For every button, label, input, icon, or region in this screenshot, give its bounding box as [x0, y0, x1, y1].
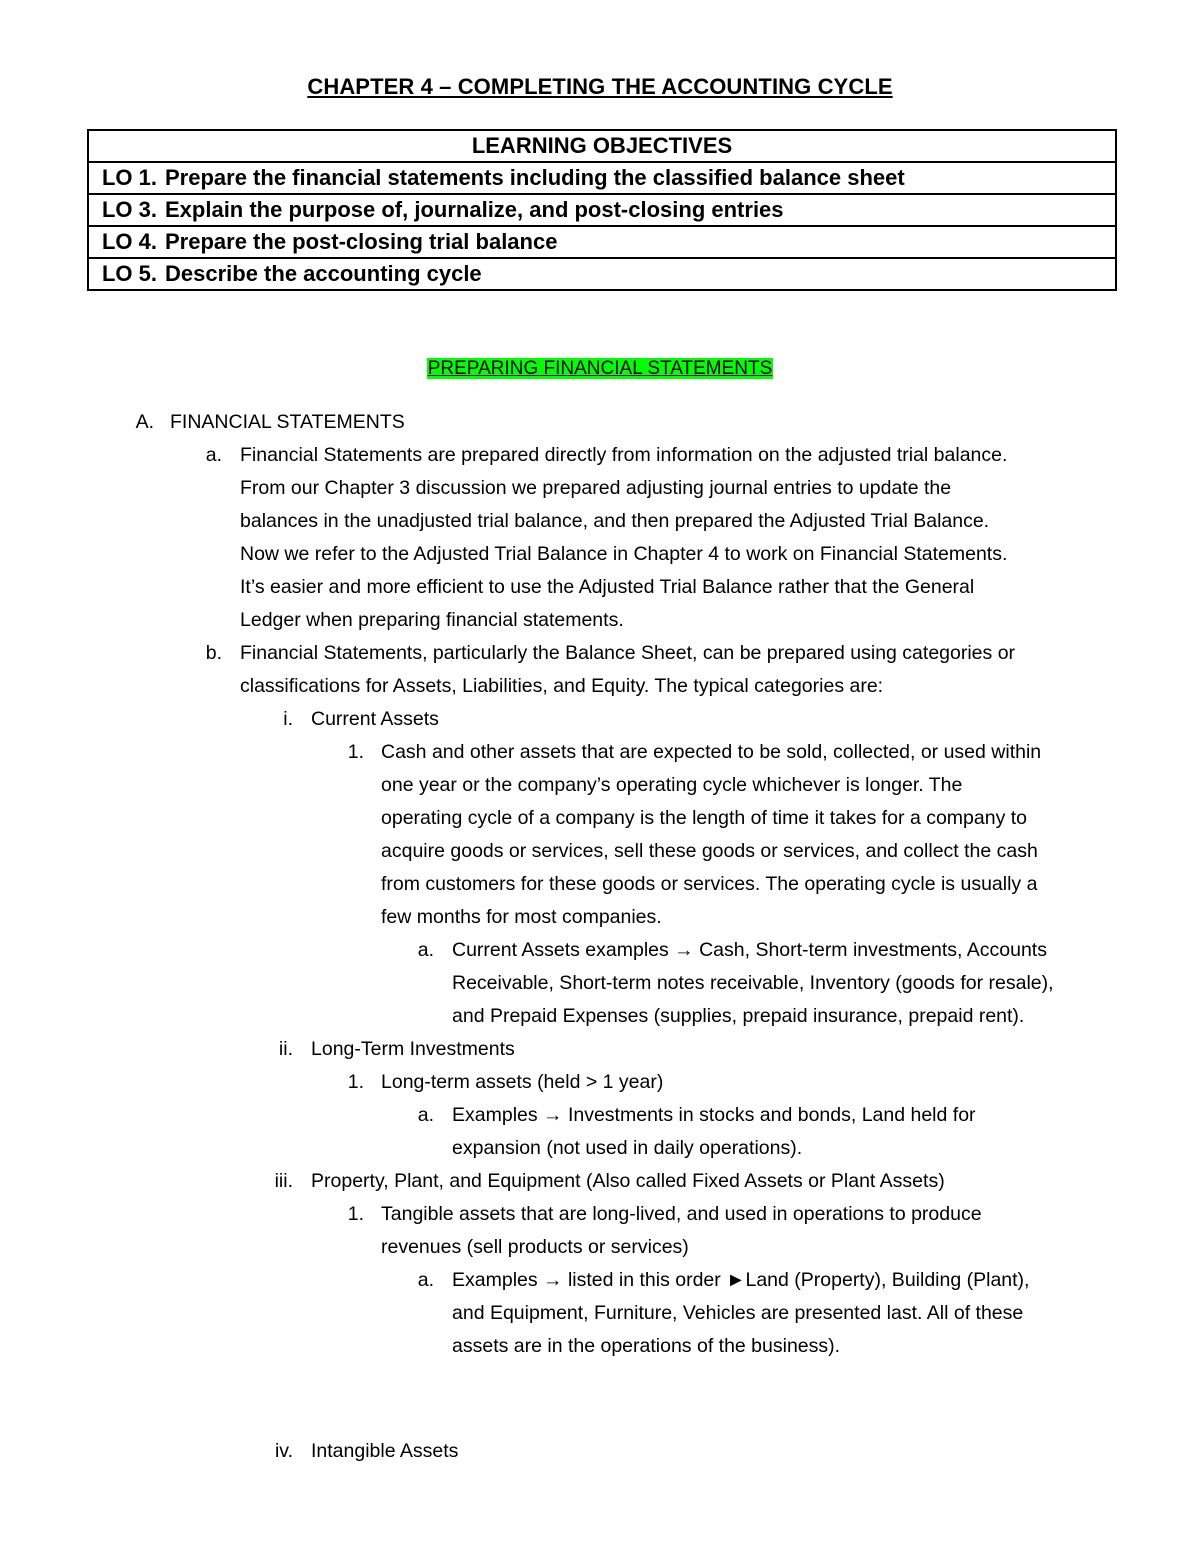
learning-objectives-header: LEARNING OBJECTIVES [88, 130, 1116, 162]
paragraph-line: few months for most companies. [381, 906, 662, 928]
paragraph-line: and Prepaid Expenses (supplies, prepaid insurance, prepaid rent). [452, 1005, 1025, 1027]
outline-marker-a: a. [205, 444, 222, 466]
paragraph-line: Receivable, Short-term notes receivable, Inventory (goods for resale), [452, 972, 1054, 994]
objective-number: LO 5. [101, 261, 157, 286]
outline-marker-iv: iv. [274, 1440, 293, 1462]
paragraph-line: It’s easier and more efficient to use the Adjusted Trial Balance rather that the General [240, 576, 975, 598]
outline-item-intangible-assets: Intangible Assets [311, 1440, 459, 1462]
objective-number: LO 4. [101, 229, 157, 254]
paragraph-line: assets are in the operations of the business). [452, 1335, 841, 1357]
section-heading [0, 358, 1200, 380]
outline-marker-1: 1. [347, 1203, 364, 1225]
paragraph-line: Ledger when preparing financial statements. [240, 609, 624, 631]
chapter-title: CHAPTER 4 – COMPLETING THE ACCOUNTING CYCLE [307, 74, 893, 99]
objective-text: Explain the purpose of, journalize, and post-closing entries [165, 197, 784, 222]
paragraph-line: Current Assets examples → Cash, Short-term investments, Accounts [452, 939, 1047, 961]
paragraph-line: Tangible assets that are long-lived, and used in operations to produce [381, 1203, 982, 1225]
outline-marker-A: A. [135, 411, 154, 433]
objective-number: LO 1. [101, 165, 157, 190]
paragraph-line: Financial Statements are prepared directly from information on the adjusted trial balance. [240, 444, 1008, 466]
paragraph-line: Now we refer to the Adjusted Trial Balance in Chapter 4 to work on Financial Statements. [240, 543, 1008, 565]
objective-text: Prepare the financial statements including the classified balance sheet [165, 165, 905, 190]
paragraph-line: From our Chapter 3 discussion we prepared adjusting journal entries to update the [240, 477, 952, 499]
outline-item-property-plant-equipment: Property, Plant, and Equipment (Also called Fixed Assets or Plant Assets) [311, 1170, 945, 1192]
table-row [88, 162, 1116, 194]
paragraph-line: acquire goods or services, sell these goods or services, and collect the cash [381, 840, 1038, 862]
paragraph-line: operating cycle of a company is the length of time it takes for a company to [381, 807, 1028, 829]
outline-marker-i: i. [283, 708, 293, 730]
outline-marker-a: a. [417, 1269, 434, 1291]
paragraph-line: from customers for these goods or services. The operating cycle is usually a [381, 873, 1038, 895]
paragraph-line: Examples → Investments in stocks and bonds, Land held for [452, 1104, 976, 1126]
outline-heading-financial-statements: FINANCIAL STATEMENTS [170, 411, 405, 433]
highlighted-heading-text: PREPARING FINANCIAL STATEMENTS [427, 358, 773, 379]
paragraph-line: Financial Statements, particularly the Balance Sheet, can be prepared using categories or [240, 642, 1016, 664]
outline-item-long-term-investments: Long-Term Investments [311, 1038, 515, 1060]
objective-number: LO 3. [101, 197, 157, 222]
outline-item-current-assets: Current Assets [311, 708, 439, 730]
paragraph-line: and Equipment, Furniture, Vehicles are presented last. All of these [452, 1302, 1024, 1324]
objective-text: Describe the accounting cycle [165, 261, 482, 286]
paragraph-line: expansion (not used in daily operations). [452, 1137, 803, 1159]
paragraph-line: classifications for Assets, Liabilities, and Equity. The typical categories are: [240, 675, 884, 697]
outline-marker-b: b. [205, 642, 222, 664]
learning-objectives-table [87, 129, 1117, 291]
table-header-row [88, 130, 1116, 162]
outline-marker-ii: ii. [278, 1038, 293, 1060]
outline-marker-a: a. [417, 939, 434, 961]
paragraph-line: Long-term assets (held > 1 year) [381, 1071, 664, 1093]
outline-marker-1: 1. [347, 1071, 364, 1093]
paragraph-line: Examples → listed in this order ►Land (Property), Building (Plant), [452, 1269, 1030, 1291]
paragraph-line: one year or the company’s operating cycle whichever is longer. The [381, 774, 963, 796]
outline-marker-iii: iii. [274, 1170, 293, 1192]
objective-text: Prepare the post-closing trial balance [165, 229, 558, 254]
outline-marker-a: a. [417, 1104, 434, 1126]
table-row [88, 226, 1116, 258]
paragraph-line: balances in the unadjusted trial balance, and then prepared the Adjusted Trial Balance. [240, 510, 990, 532]
outline-marker-1: 1. [347, 741, 364, 763]
table-row [88, 194, 1116, 226]
paragraph-line: revenues (sell products or services) [381, 1236, 689, 1258]
paragraph-line: Cash and other assets that are expected to be sold, collected, or used within [381, 741, 1042, 763]
table-row [88, 258, 1116, 290]
